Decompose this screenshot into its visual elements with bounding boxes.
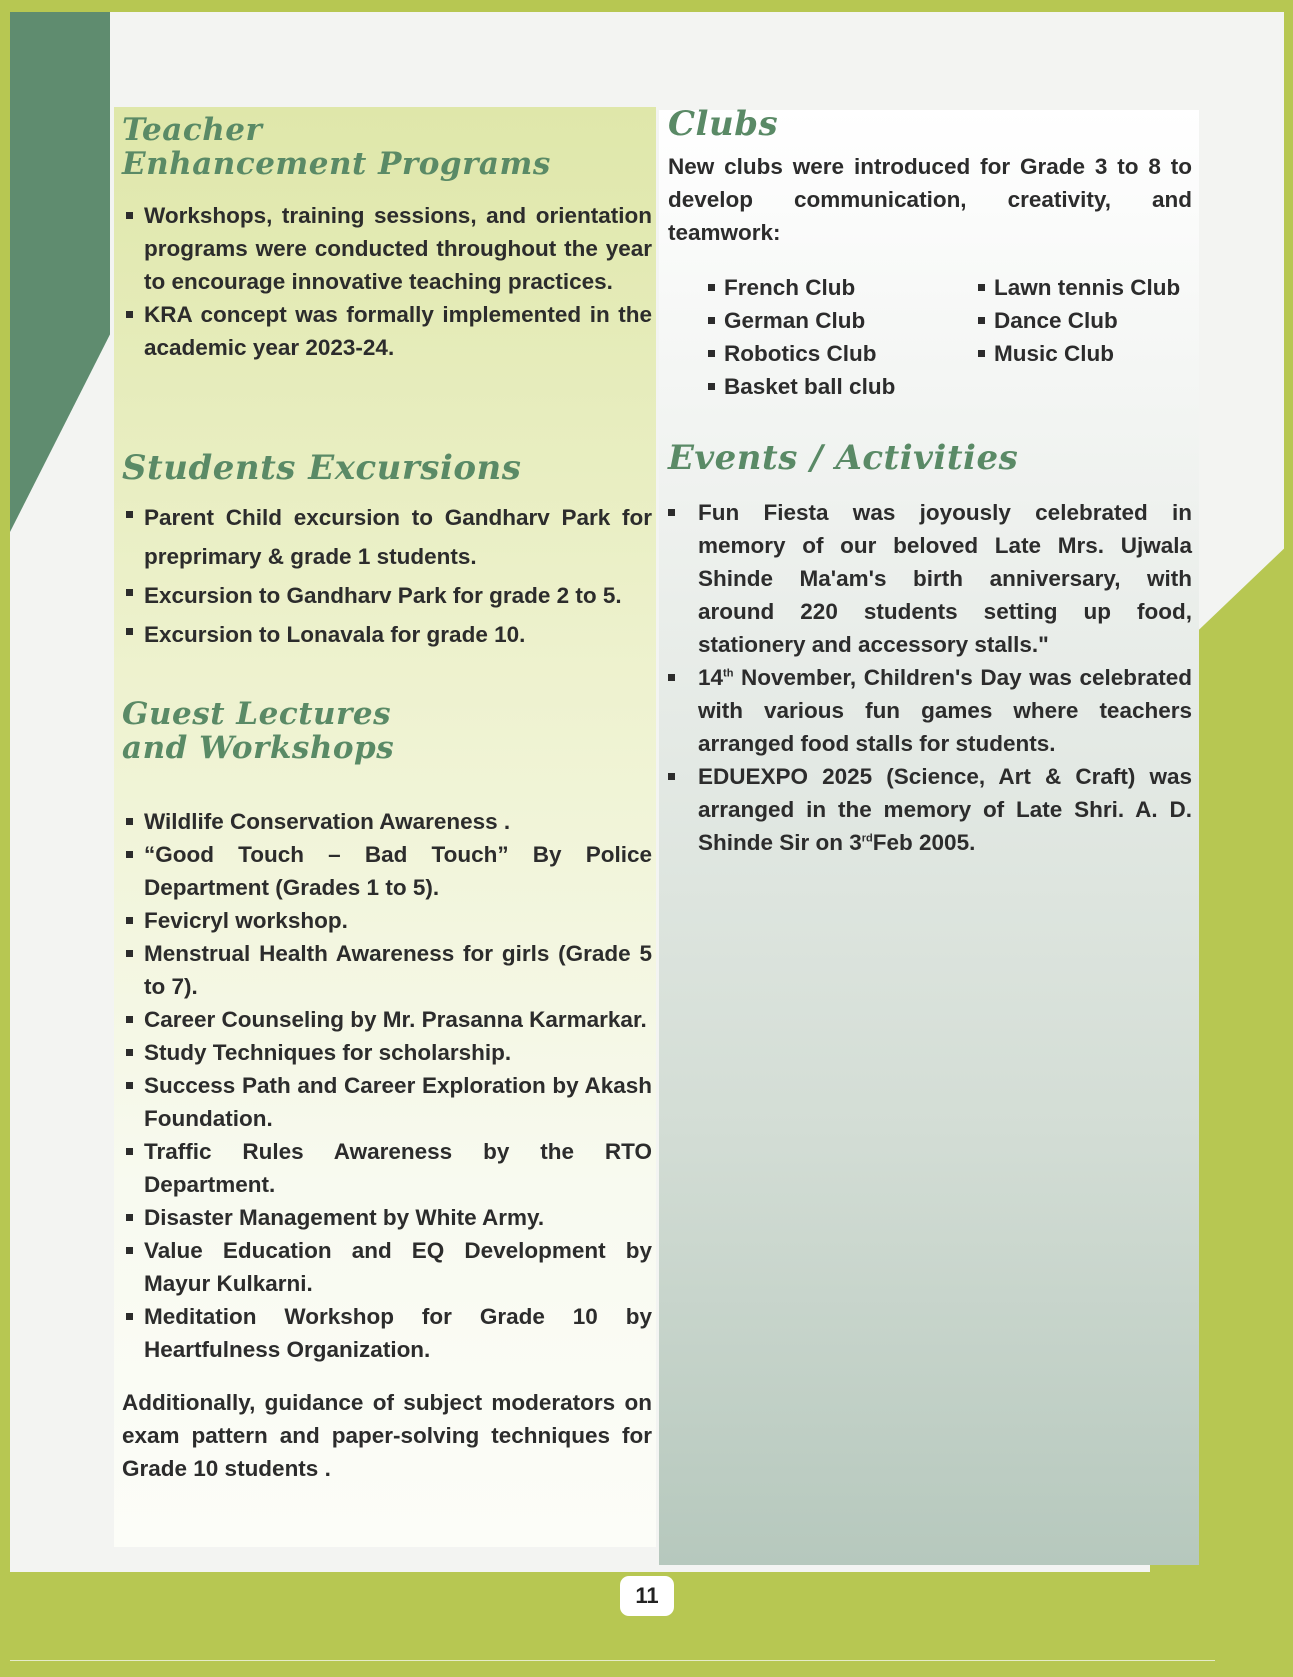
teacher-heading-line1: Teacher	[122, 112, 263, 148]
list-item: Workshops, training sessions, and orientation programs were conducted throughout the year to encourage innovative teaching practices.	[122, 199, 652, 298]
list-item: Dance Club	[974, 304, 1214, 337]
guest-lectures-section	[122, 697, 652, 1508]
list-item: Success Path and Career Exploration by Akash Foundation.	[122, 1069, 652, 1135]
list-item: Parent Child excursion to Gandharv Park for preprimary & grade 1 students.	[122, 498, 652, 576]
list-item: Traffic Rules Awareness by the RTO Department.	[122, 1135, 652, 1201]
teacher-heading-line2: Enhancement Programs	[122, 146, 551, 182]
events-list	[668, 496, 1192, 859]
list-item: Fevicryl workshop.	[122, 904, 652, 937]
list-item	[668, 760, 1192, 859]
excursions-section	[122, 450, 652, 654]
list-item: Menstrual Health Awareness for girls (Grade 5 to 7).	[122, 937, 652, 1003]
guest-closing-paragraph: Additionally, guidance of subject moderators on exam pattern and paper-solving techniques for Grade 10 students .	[122, 1390, 652, 1481]
list-item: Wildlife Conservation Awareness .	[122, 805, 652, 838]
guest-heading-line1: Guest Lectures	[122, 696, 392, 732]
teacher-list	[122, 199, 652, 364]
list-item: Fun Fiesta was joyously celebrated in memory of our beloved Late Mrs. Ujwala Shinde Ma'am's birth anniversary, with around 220 students setting up food, stationery and accessory stalls."	[668, 496, 1192, 661]
events-section	[668, 440, 1192, 859]
clubs-heading: Clubs	[668, 104, 779, 144]
clubs-list-col2	[974, 271, 1214, 403]
excursions-list	[122, 498, 652, 654]
list-item: “Good Touch – Bad Touch” By Police Department (Grades 1 to 5).	[122, 838, 652, 904]
guest-heading	[122, 697, 652, 765]
clubs-section	[668, 106, 1192, 403]
list-item: Study Techniques for scholarship.	[122, 1036, 652, 1069]
list-item: Excursion to Gandharv Park for grade 2 to 5.	[122, 576, 652, 615]
guest-heading-line2: and Workshops	[122, 730, 395, 766]
list-item: Career Counseling by Mr. Prasanna Karmarkar.	[122, 1003, 652, 1036]
list-item: Lawn tennis Club	[974, 271, 1214, 304]
list-item: Robotics Club	[704, 337, 974, 370]
list-item: Music Club	[974, 337, 1214, 370]
event-text-end: Feb 2005.	[872, 830, 976, 855]
list-item: German Club	[704, 304, 974, 337]
event-text: November, Children's Day was celebrated with various fun games where teachers arranged food stalls for students.	[698, 665, 1192, 756]
list-item: Value Education and EQ Development by Mayur Kulkarni.	[122, 1234, 652, 1300]
list-item: Meditation Workshop for Grade 10 by Heartfulness Organization.	[122, 1300, 652, 1366]
clubs-grid	[704, 271, 1192, 403]
clubs-intro: New clubs were introduced for Grade 3 to 8 to develop communication, creativity, and teamwork:	[668, 154, 1192, 245]
event-date-suffix: rd	[861, 832, 873, 845]
event-date-suffix: th	[723, 667, 734, 680]
event-date-number: 14	[698, 665, 724, 690]
list-item: Excursion to Lonavala for grade 10.	[122, 615, 652, 654]
page-number: 11	[620, 1576, 674, 1616]
guest-list	[122, 805, 652, 1366]
list-item: French Club	[704, 271, 974, 304]
clubs-list-col1	[704, 271, 974, 403]
events-heading: Events / Activities	[668, 438, 1019, 478]
list-item: KRA concept was formally implemented in the academic year 2023-24.	[122, 298, 652, 364]
list-item: Basket ball club	[704, 370, 974, 403]
footer-rule	[10, 1660, 1215, 1661]
teacher-enhancement-section	[122, 113, 652, 364]
teacher-heading	[122, 113, 652, 181]
event-text: EDUEXPO 2025 (Science, Art & Craft) was arranged in the memory of Late Shri. A. D. Shinde Sir on 3	[698, 764, 1192, 855]
list-item	[668, 661, 1192, 760]
list-item: Disaster Management by White Army.	[122, 1201, 652, 1234]
excursions-heading: Students Excursions	[122, 448, 522, 488]
